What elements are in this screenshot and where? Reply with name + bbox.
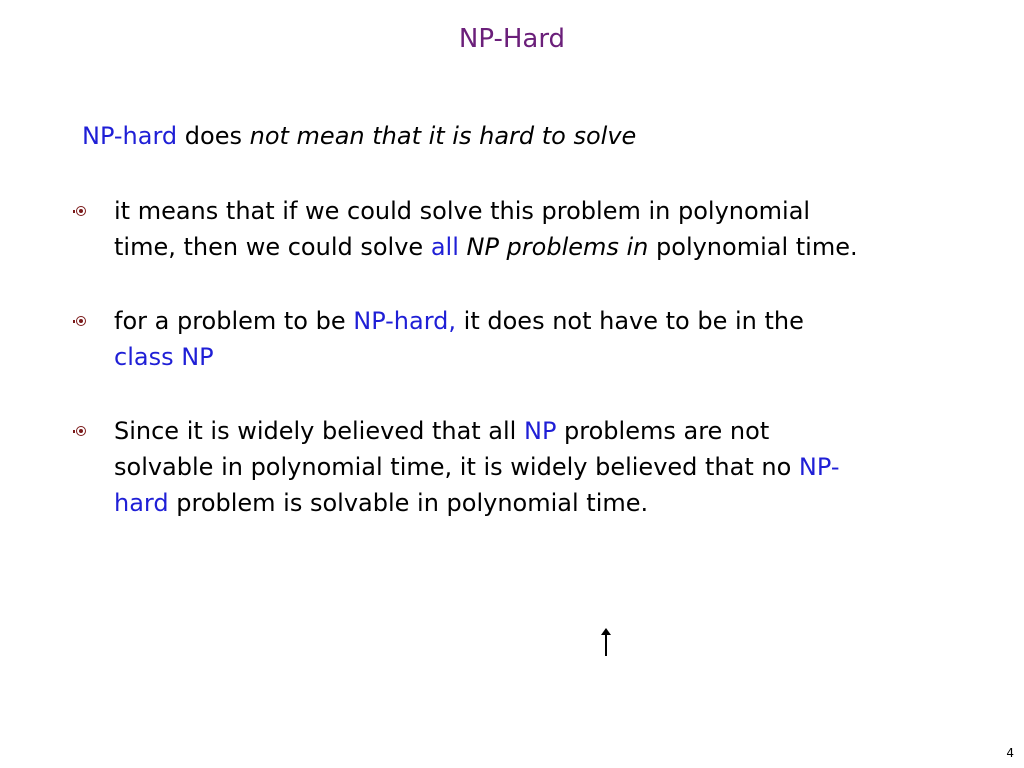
bullet-3-np-hyphen-term: NP- — [798, 453, 840, 481]
bullet-icon — [76, 206, 86, 216]
page-number: 4 — [1006, 746, 1014, 760]
bullet-1-line-2d: polynomial time. — [648, 233, 858, 261]
bullet-3-part-d: solvable in polynomial time, it is widely believed that no — [114, 453, 799, 481]
bullet-3-hard-term: hard — [114, 489, 169, 517]
bullet-1-italic-text: NP problems in — [458, 233, 649, 261]
intro-italic-text: not mean that it is hard to solve — [249, 122, 637, 150]
pointer-cursor-icon — [605, 630, 607, 656]
slide-title: NP-Hard — [458, 24, 566, 54]
bullet-item-1 — [76, 193, 936, 265]
bullet-icon — [76, 426, 86, 436]
intro-line — [82, 118, 636, 154]
bullet-2-part-a: for a problem to be — [114, 307, 354, 335]
np-hard-term: NP-hard — [82, 122, 178, 150]
intro-normal-text: does — [177, 122, 250, 150]
bullet-2-part-c: it does not have to be in the — [456, 307, 804, 335]
bullet-1-all-term: all — [430, 233, 459, 261]
bullet-item-2 — [76, 303, 936, 375]
bullet-2-np-hard-term: NP-hard, — [353, 307, 457, 335]
bullet-3-part-a: Since it is widely believed that all — [114, 417, 524, 445]
bullet-1-line-1: it means that if we could solve this problem in polynomial — [114, 197, 811, 225]
bullet-2-class-np-term: class NP — [114, 343, 214, 371]
bullet-item-3 — [76, 413, 936, 521]
bullet-list — [76, 193, 936, 559]
bullet-icon — [76, 316, 86, 326]
bullet-1-line-2a: time, then we could solve — [114, 233, 431, 261]
bullet-3-np-term: NP — [523, 417, 557, 445]
bullet-3-part-g: problem is solvable in polynomial time. — [168, 489, 649, 517]
bullet-3-part-c: problems are not — [556, 417, 770, 445]
